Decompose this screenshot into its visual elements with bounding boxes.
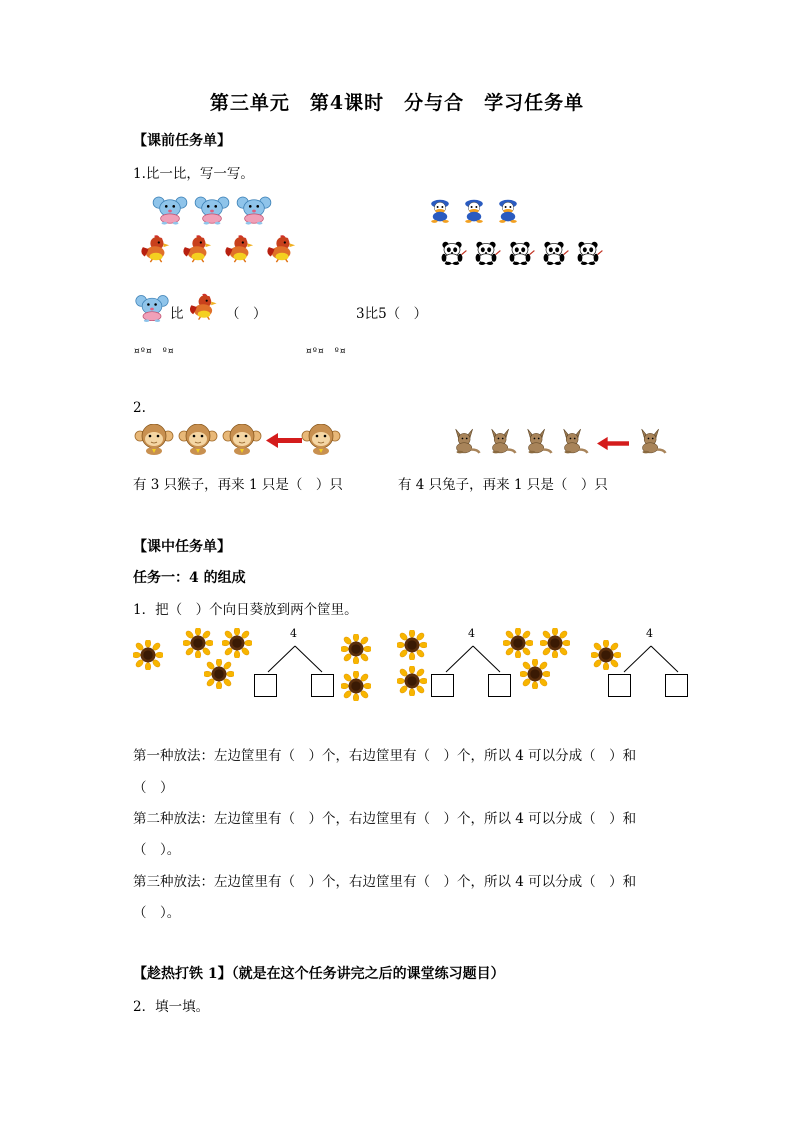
method-3-line2[interactable]: （ ）。 bbox=[133, 905, 181, 921]
compare-blank-left[interactable]: （ ） bbox=[226, 306, 267, 322]
monkey-question[interactable]: 有 3 只猴子，再来 1 只是（ ）只 bbox=[133, 477, 343, 493]
duck-image bbox=[424, 196, 456, 226]
practice-header bbox=[133, 963, 505, 983]
sunflower-image bbox=[183, 628, 213, 658]
panda-row bbox=[436, 238, 604, 268]
sunflower-image bbox=[204, 659, 234, 689]
method-1-line1[interactable]: 第一种放法：左边筐里有（ ）个，右边筐里有（ ）个，所以 4 可以分成（ ）和 bbox=[133, 748, 637, 764]
sunflower-image bbox=[397, 666, 427, 696]
arrow-left-icon bbox=[266, 433, 302, 448]
monkey-row bbox=[133, 424, 263, 456]
method-2-line1[interactable]: 第二种放法：左边筐里有（ ）个，右边筐里有（ ）个，所以 4 可以分成（ ）和 bbox=[133, 811, 637, 827]
sunflower-image bbox=[133, 640, 163, 670]
duck-row bbox=[424, 196, 524, 226]
sunflower-image bbox=[503, 628, 533, 658]
rabbit-image bbox=[556, 426, 590, 456]
monkey-image bbox=[133, 424, 175, 456]
task1-title: 任务一：4 的组成 bbox=[133, 570, 246, 586]
pre-task-header: 【课前任务单】 bbox=[133, 133, 231, 149]
small-marks-right: ¤º¤ º¤ bbox=[306, 347, 347, 357]
rabbit-image bbox=[448, 426, 482, 456]
left-basket-box[interactable] bbox=[254, 674, 277, 697]
small-marks-left: ¤º¤ º¤ bbox=[134, 347, 175, 357]
left-basket-box[interactable] bbox=[608, 674, 631, 697]
split-tree-lines bbox=[246, 636, 344, 676]
practice-q2: 2．填一填。 bbox=[133, 999, 210, 1015]
practice-title: 【趁热打铁 1】 bbox=[133, 966, 232, 982]
monkey-image bbox=[221, 424, 263, 456]
panda-image bbox=[572, 238, 604, 268]
sunflower-image bbox=[397, 630, 427, 660]
q2-number: 2. bbox=[133, 400, 146, 416]
panda-image bbox=[436, 238, 468, 268]
rooster-image bbox=[262, 234, 302, 264]
task1-question[interactable]: 1．把（ ）个向日葵放到两个筐里。 bbox=[133, 602, 358, 618]
tree-number: 4 bbox=[468, 627, 475, 640]
method-2-line2[interactable]: （ ）。 bbox=[133, 842, 181, 858]
q1-instruction: 1.比一比，写一写。 bbox=[133, 166, 254, 182]
sunflower-image bbox=[341, 671, 371, 701]
rooster-image bbox=[186, 292, 222, 322]
mouse-row bbox=[150, 196, 274, 226]
mouse-image bbox=[234, 196, 274, 226]
rooster-row bbox=[136, 234, 302, 264]
practice-note: （就是在这个任务讲完之后的课堂练习题目） bbox=[231, 966, 505, 982]
sunflower-image bbox=[540, 628, 570, 658]
method-1-line2[interactable]: （ ） bbox=[133, 780, 174, 796]
panda-image bbox=[504, 238, 536, 268]
mouse-image bbox=[150, 196, 190, 226]
sunflower-image bbox=[341, 634, 371, 664]
compare-right[interactable]: 3比5（ ） bbox=[356, 306, 428, 322]
rabbit-image bbox=[634, 426, 668, 456]
right-basket-box[interactable] bbox=[488, 674, 511, 697]
compare-word: 比 bbox=[170, 306, 184, 322]
right-basket-box[interactable] bbox=[665, 674, 688, 697]
rabbit-image bbox=[484, 426, 518, 456]
tree-number: 4 bbox=[646, 627, 653, 640]
rooster-image bbox=[136, 234, 176, 264]
page-title: 第三单元 第4课时 分与合 学习任务单 bbox=[209, 92, 585, 114]
mouse-image bbox=[134, 294, 170, 324]
monkey-image bbox=[177, 424, 219, 456]
rabbit-question[interactable]: 有 4 只兔子，再来 1 只是（ ）只 bbox=[398, 477, 608, 493]
rabbit-image bbox=[520, 426, 554, 456]
rabbit-row bbox=[448, 426, 590, 456]
in-task-header: 【课中任务单】 bbox=[133, 539, 231, 555]
monkey-image bbox=[300, 424, 342, 456]
sunflower-image bbox=[520, 659, 550, 689]
tree-number: 4 bbox=[290, 627, 297, 640]
rooster-image bbox=[220, 234, 260, 264]
panda-image bbox=[538, 238, 570, 268]
rooster-image bbox=[178, 234, 218, 264]
duck-image bbox=[458, 196, 490, 226]
mouse-image bbox=[192, 196, 232, 226]
arrow-left-icon bbox=[597, 436, 629, 451]
method-3-line1[interactable]: 第三种放法：左边筐里有（ ）个，右边筐里有（ ）个，所以 4 可以分成（ ）和 bbox=[133, 874, 637, 890]
split-tree-lines bbox=[602, 636, 700, 676]
left-basket-box[interactable] bbox=[431, 674, 454, 697]
panda-image bbox=[470, 238, 502, 268]
right-basket-box[interactable] bbox=[311, 674, 334, 697]
duck-image bbox=[492, 196, 524, 226]
